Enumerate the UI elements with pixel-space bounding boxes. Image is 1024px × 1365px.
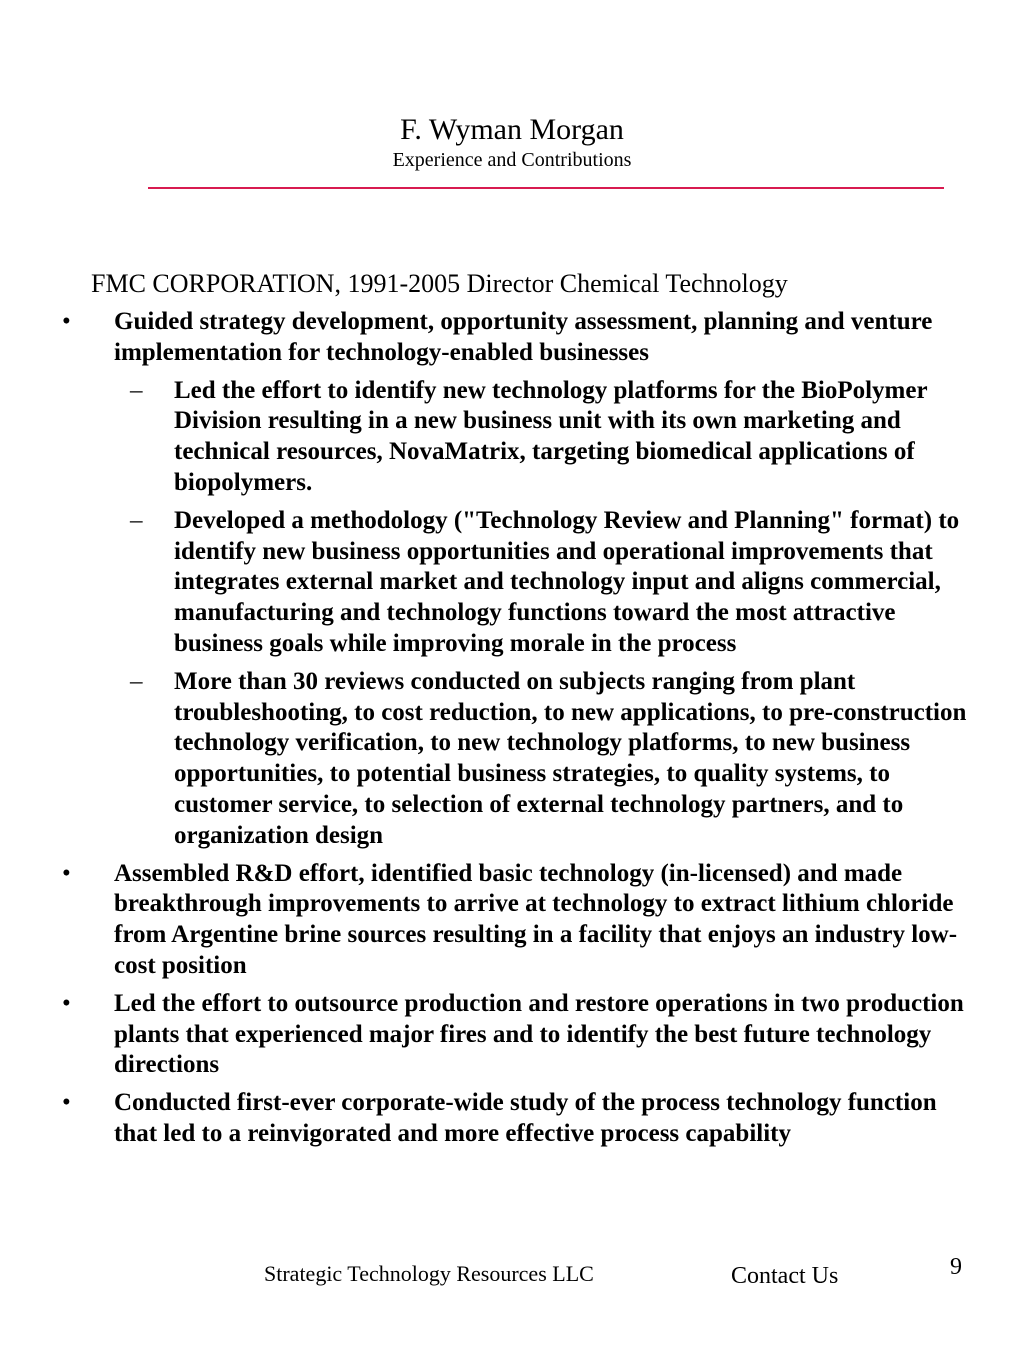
sub-list-item [0,667,982,852]
page-number: 9 [950,1254,962,1280]
bullet-text: Guided strategy development, opportunity assessment, planning and venture implementation for technology-enabled businesses [114,308,933,366]
list-item [0,1088,974,1150]
sub-bullet-text: Developed a methodology ("Technology Review and Planning" format) to identify new business opportunities and operational improvements that integrates external market and technology input and aligns commercial, manufacturing and technology functions toward the most attractive business goals while improving morale in the process [174,506,960,657]
dash-marker: – [130,506,143,534]
page-header [0,112,1024,172]
page-subtitle: Experience and Contributions [392,149,632,171]
section-heading: FMC CORPORATION, 1991-2005 Director Chemical Technology [91,269,788,298]
bullet-text: Assembled R&D effort, identified basic technology (in-licensed) and made breakthrough improvements to arrive at technology to extract lithium chloride from Argentine brine sources resulting in a facility that enjoys an industry low-cost position [114,859,958,979]
list-item [0,307,974,369]
page-title: F. Wyman Morgan [400,113,624,146]
sub-bullet-text: More than 30 reviews conducted on subjects ranging from plant troubleshooting, to cost reduction, to new applications, to pre-construction technology verification, to new technology platforms, to new business opportunities, to potential business strategies, to quality systems, to customer service, to selection of external technology partners, and to organization design [174,667,967,849]
bullet-marker: • [62,1089,71,1117]
bullet-marker: • [62,989,71,1017]
contact-us-link[interactable]: Contact Us [731,1263,839,1289]
list-item [0,859,974,982]
list-item [0,989,974,1081]
header-divider [148,187,944,189]
bullet-marker: • [62,308,71,335]
sub-bullet-text: Led the effort to identify new technology platforms for the BioPolymer Division resulting in a new business unit with its own marketing and technical resources, NovaMatrix, targeting biomedical applications of biopolymers. [174,376,928,496]
bullet-text: Led the effort to outsource production and restore operations in two production plants that experienced major fires and to identify the best future technology directions [114,989,964,1079]
bullet-list [0,307,1024,1157]
bullet-text: Conducted first-ever corporate-wide study of the process technology function that led to a reinvigorated and more effective process capability [114,1089,937,1147]
bullet-marker: • [62,859,71,887]
dash-marker: – [130,376,143,404]
sub-list-item [0,506,982,660]
footer-company: Strategic Technology Resources LLC [264,1261,594,1286]
dash-marker: – [130,667,143,695]
sub-list-item [0,376,982,499]
